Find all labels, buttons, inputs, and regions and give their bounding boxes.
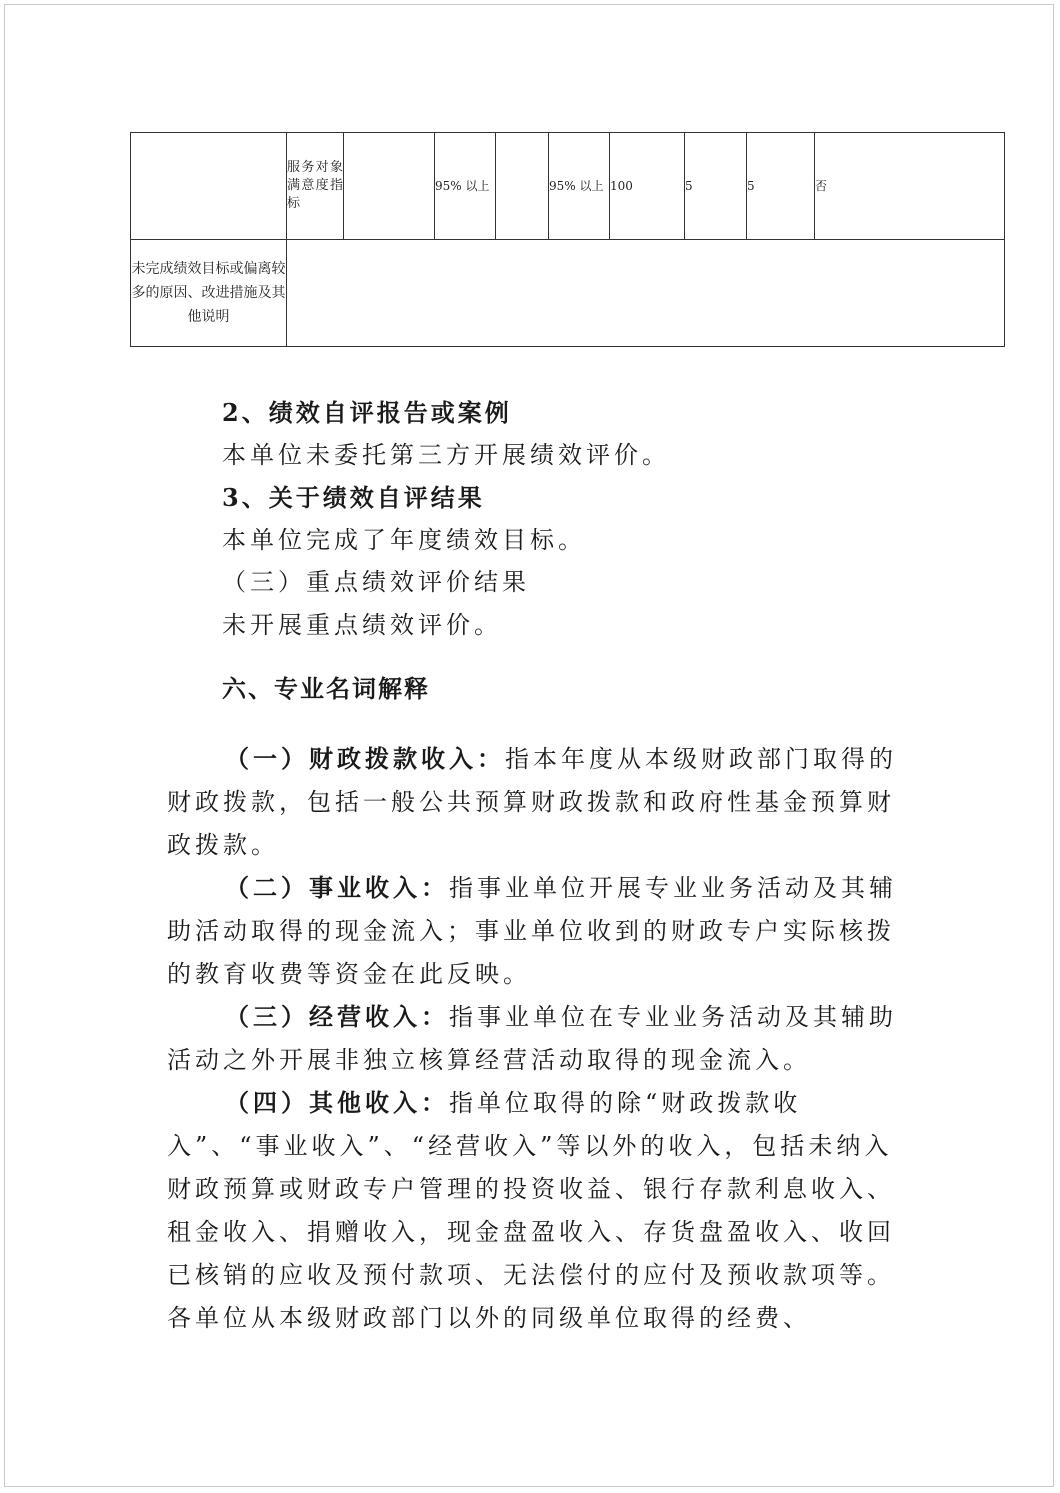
- table-cell: [496, 133, 549, 240]
- glossary-item: [167, 995, 907, 1082]
- table-row: [131, 240, 1005, 347]
- completion-rate: 100: [610, 133, 685, 240]
- key-evaluation-heading: （三）重点绩效评价结果: [222, 568, 530, 596]
- result-text: 本单位完成了年度绩效目标。: [222, 526, 586, 554]
- table-row: [131, 133, 1005, 240]
- glossary-term: （四）其他收入：: [225, 1088, 449, 1117]
- result-heading: 3、关于绩效自评结果: [222, 483, 485, 512]
- glossary-definition: 指单位取得的除“财政拨款收入”、“事业收入”、“经营收入”等以外的收入，包括未纳入财政预算或财政专户管理的投资收益、银行存款利息收入、租金收入、捐赠收入，现金盘盈收入、存货盘盈收入、收回已核销的应收及预付款项、无法偿付的应付及预收款项等。各单位从本级财政部门以外的同级单位取得的经费、: [167, 1089, 895, 1332]
- key-evaluation-text: 未开展重点绩效评价。: [222, 611, 502, 639]
- glossary-term: （三）经营收入：: [225, 1002, 449, 1031]
- annual-target: 95% 以上: [435, 133, 496, 240]
- glossary-item: [167, 1081, 907, 1340]
- glossary-definition: 指事业单位在专业业务活动及其辅助活动之外开展非独立核算经营活动取得的现金流入。: [167, 1003, 897, 1074]
- performance-table: [130, 132, 1005, 347]
- remark-value: [287, 240, 1005, 347]
- table-cell: [344, 133, 435, 240]
- glossary-definition: 指本年度从本级财政部门取得的财政拨款，包括一般公共预算财政拨款和政府性基金预算财政拨款。: [167, 745, 897, 859]
- score-weight: 5: [685, 133, 747, 240]
- report-text: 本单位未委托第三方开展绩效评价。: [222, 441, 670, 469]
- glossary-item: [167, 866, 907, 996]
- report-heading: 2、绩效自评报告或案例: [222, 398, 512, 427]
- score: 5: [747, 133, 815, 240]
- glossary-term: （二）事业收入：: [225, 873, 449, 902]
- deviation-flag: 否: [815, 133, 1005, 240]
- glossary-term: （一）财政拨款收入：: [225, 744, 505, 773]
- glossary-heading: 六、专业名词解释: [222, 675, 430, 703]
- glossary-definition: 指事业单位开展专业业务活动及其辅助活动取得的现金流入；事业单位收到的财政专户实际核拨的教育收费等资金在此反映。: [167, 874, 897, 988]
- table-cell-blank: [131, 133, 287, 240]
- glossary-item: [167, 737, 907, 867]
- actual-value: 95% 以上: [549, 133, 610, 240]
- indicator-name: 服务对象满意度指标: [287, 133, 344, 240]
- remark-label: 未完成绩效目标或偏离较多的原因、改进措施及其他说明: [131, 240, 287, 347]
